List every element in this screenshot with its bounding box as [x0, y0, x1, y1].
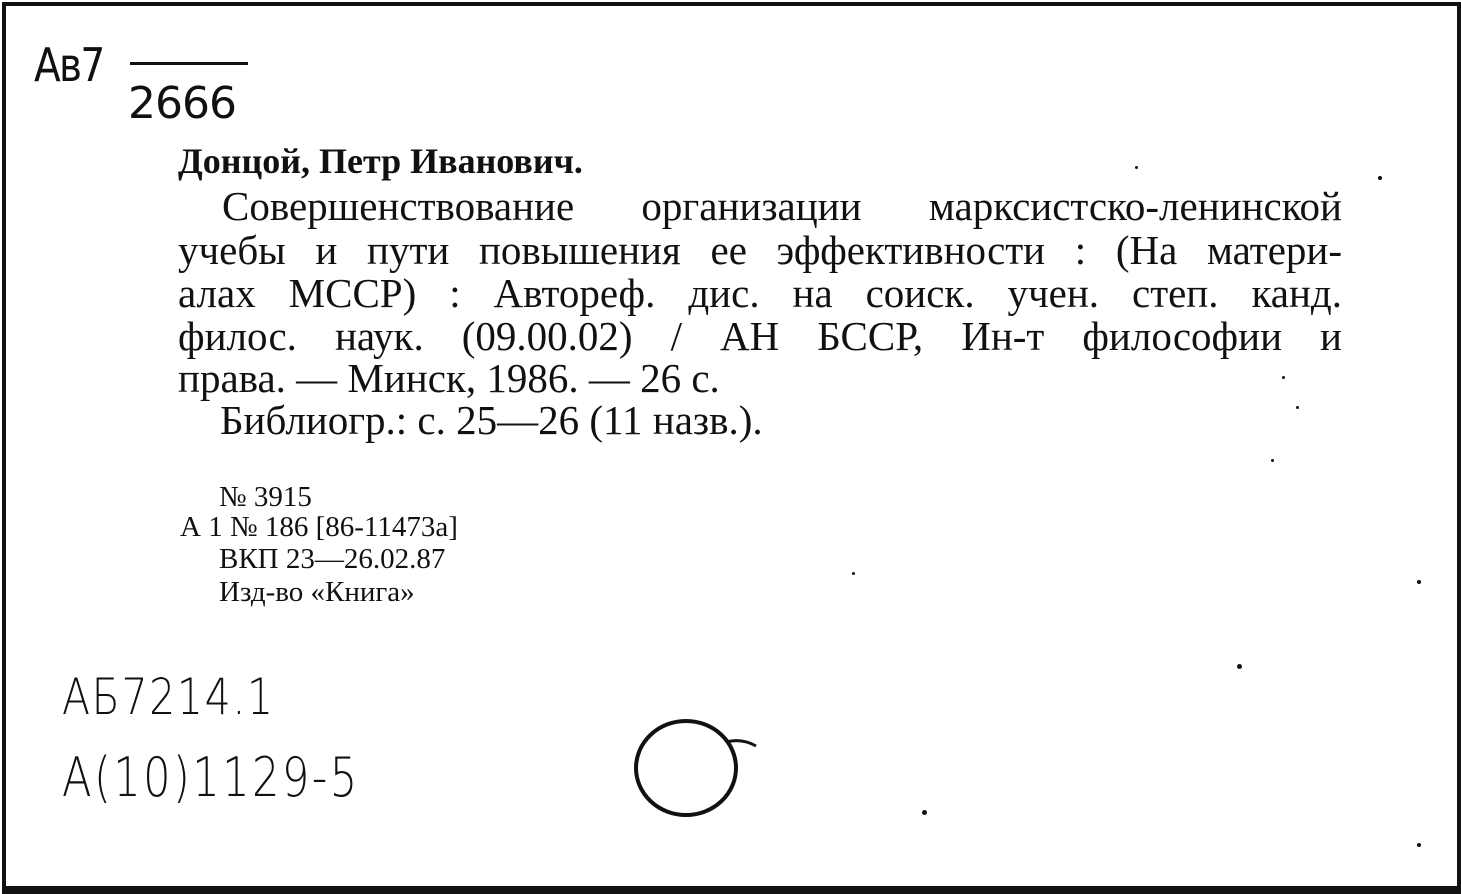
title-line-4: филос. наук. (09.00.02) / АН БССР, Ин-т философии и: [178, 313, 1342, 359]
card-number: № 3915: [219, 481, 312, 513]
author-heading: Донцой, Петр Иванович.: [178, 141, 583, 181]
vkp-line: ВКП 23—26.02.87: [219, 543, 446, 575]
handwritten-code-1: АБ7214.1: [62, 668, 275, 726]
speck: [922, 810, 927, 815]
publisher-line: Изд-во «Книга»: [219, 576, 415, 608]
punch-hole-icon: [630, 712, 770, 822]
shelf-mark-rule: [130, 62, 248, 65]
speck: [1378, 176, 1382, 180]
speck: [1237, 664, 1242, 669]
speck: [1271, 459, 1274, 462]
speck: [1417, 843, 1421, 847]
speck: [852, 572, 855, 575]
handwritten-shelf-mark-top: Ав7: [34, 38, 104, 92]
title-line-5: права. — Минск, 1986. — 26 с.: [178, 355, 720, 401]
speck: [1135, 166, 1138, 169]
handwritten-shelf-mark-bottom: 2666: [128, 78, 236, 129]
bibliography-note: Библиогр.: с. 25—26 (11 назв.).: [220, 397, 763, 443]
title-line-3: алах МССР) : Автореф. дис. на соиск. учен. степ. канд.: [178, 270, 1342, 316]
speck: [1296, 406, 1299, 409]
speck: [1417, 580, 1421, 584]
title-line-2: учебы и пути повышения ее эффективности : (На матери-: [178, 227, 1342, 273]
title-line-1: Совершенствование организации марксистско-ленинской: [222, 183, 1342, 229]
handwritten-code-2: А(10)1129-5: [62, 746, 360, 809]
speck: [1282, 376, 1285, 379]
series-number: А 1 № 186 [86-11473а]: [180, 511, 458, 543]
